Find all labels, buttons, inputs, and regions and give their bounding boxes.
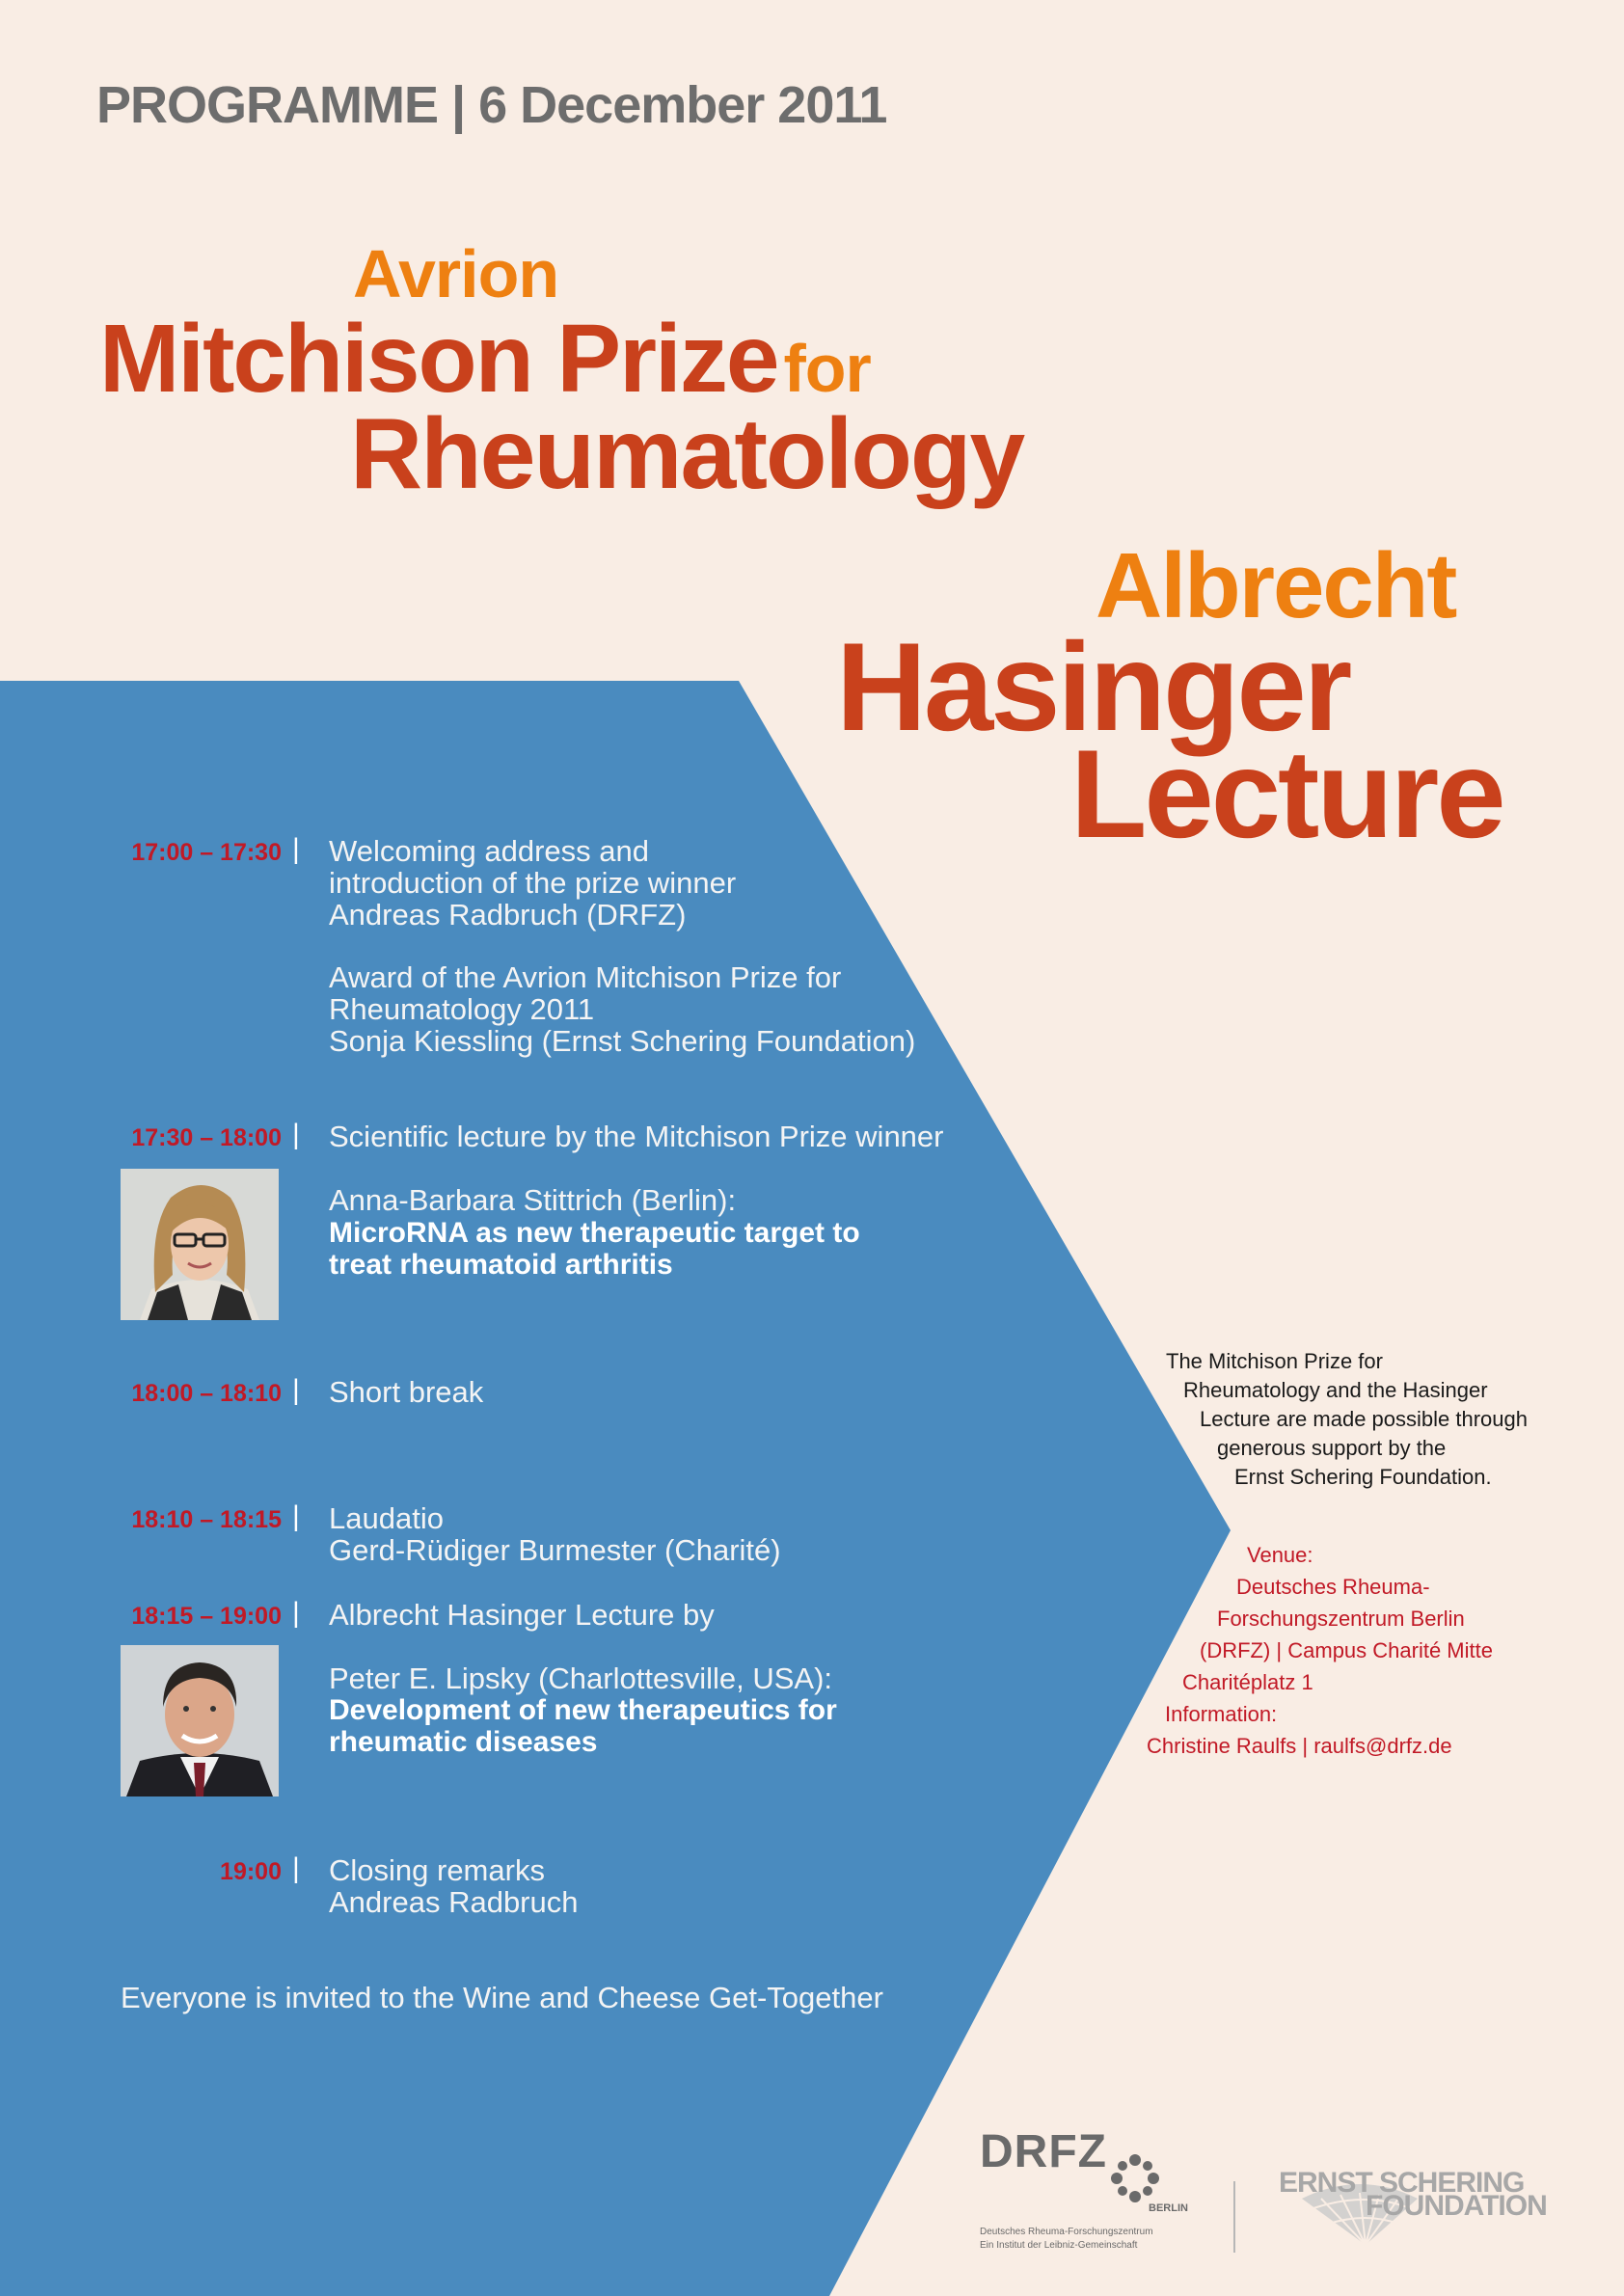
title-avrion: Avrion <box>353 236 559 311</box>
item-description <box>329 835 736 931</box>
text-line: The Mitchison Prize for <box>1166 1349 1383 1373</box>
title-hasinger: Hasinger <box>836 616 1350 757</box>
item-description: Albrecht Hasinger Lecture by <box>329 1598 715 1632</box>
speaker-photo-stittrich <box>121 1169 279 1320</box>
text-line: Ernst Schering Foundation. <box>1234 1465 1492 1489</box>
portrait-photo <box>121 1645 279 1796</box>
text-line: rheumatic diseases <box>329 1726 598 1758</box>
drfz-city: BERLIN <box>1149 2202 1188 2214</box>
text-line: (DRFZ) | Campus Charité Mitte <box>1200 1638 1493 1662</box>
text-line: Gerd-Rüdiger Burmester (Charité) <box>329 1533 781 1567</box>
programme-header: PROGRAMME | 6 December 2011 <box>96 76 887 134</box>
item-description <box>329 1854 579 1918</box>
text-line: Rheumatology and the Hasinger <box>1183 1378 1488 1402</box>
text-line: Laudatio <box>329 1501 444 1535</box>
text-line: MicroRNA as new therapeutic target to <box>329 1217 860 1249</box>
drfz-subtitle-2: Ein Institut der Leibniz-Gemeinschaft <box>980 2240 1138 2251</box>
esf-line-2: FOUNDATION <box>1366 2190 1547 2222</box>
text-line: Sonja Kiessling (Ernst Schering Foundation) <box>329 1024 916 1058</box>
text-line: treat rheumatoid arthritis <box>329 1249 673 1281</box>
item-description <box>329 1502 781 1566</box>
esf-line-1: ERNST SCHERING <box>1279 2167 1525 2199</box>
title-mitchison-prize-text: Mitchison Prize <box>99 305 778 413</box>
item-description: Short break <box>329 1375 484 1409</box>
text-line: Andreas Radbruch (DRFZ) <box>329 898 687 932</box>
time-separator: | <box>292 1374 300 1406</box>
information-label: Information: <box>1165 1702 1278 1726</box>
logo-divider <box>1233 2181 1235 2253</box>
text-line: Welcoming address and <box>329 834 649 868</box>
time-slot: 17:30 – 18:00 <box>131 1124 282 1151</box>
time-separator: | <box>292 1500 300 1532</box>
title-lecture: Lecture <box>1070 723 1503 864</box>
time-separator: | <box>292 1852 300 1884</box>
title-albrecht: Albrecht <box>1096 534 1456 637</box>
text-line: Closing remarks <box>329 1853 545 1887</box>
text-line: Forschungszentrum Berlin <box>1217 1607 1465 1631</box>
text-line: Award of the Avrion Mitchison Prize for <box>329 960 842 994</box>
portrait-photo <box>121 1169 279 1320</box>
text-line: Lecture are made possible through <box>1200 1407 1528 1431</box>
text-line: Andreas Radbruch <box>329 1885 579 1919</box>
time-separator: | <box>292 1119 300 1150</box>
contact-line: Christine Raulfs | raulfs@drfz.de <box>1147 1734 1452 1758</box>
title-for: for <box>783 331 871 406</box>
text-line: Charitéplatz 1 <box>1182 1670 1313 1694</box>
time-separator: | <box>292 833 300 865</box>
text-line: Rheumatology 2011 <box>329 992 595 1026</box>
time-slot: 17:00 – 17:30 <box>131 839 282 866</box>
drfz-subtitle: Deutsches Rheuma-Forschungszentrum <box>980 2227 1153 2237</box>
talk-title <box>329 1694 837 1758</box>
text-line: introduction of the prize winner <box>329 866 737 900</box>
text-line: Development of new therapeutics for <box>329 1694 837 1726</box>
venue-label: Venue: <box>1247 1543 1313 1567</box>
text-line: Deutsches Rheuma- <box>1236 1575 1430 1599</box>
item-award <box>329 961 915 1057</box>
speaker-name: Peter E. Lipsky (Charlottesville, USA): <box>329 1661 833 1695</box>
drfz-wordmark: DRFZ <box>980 2126 1107 2177</box>
drfz-emblem-icon <box>1109 2152 1161 2204</box>
time-slot: 18:00 – 18:10 <box>131 1380 282 1407</box>
speaker-photo-lipsky <box>121 1645 279 1796</box>
time-separator: | <box>292 1597 300 1629</box>
item-description: Scientific lecture by the Mitchison Prize winner <box>329 1120 944 1153</box>
title-rheumatology: Rheumatology <box>350 398 1024 510</box>
speaker-name: Anna-Barbara Stittrich (Berlin): <box>329 1183 737 1217</box>
time-slot: 19:00 <box>220 1858 282 1885</box>
time-slot: 18:15 – 19:00 <box>131 1603 282 1630</box>
talk-title <box>329 1217 860 1281</box>
invitation-text: Everyone is invited to the Wine and Cheese Get-Together <box>121 1981 883 2014</box>
time-slot: 18:10 – 18:15 <box>131 1506 282 1533</box>
text-line: generous support by the <box>1217 1436 1447 1460</box>
